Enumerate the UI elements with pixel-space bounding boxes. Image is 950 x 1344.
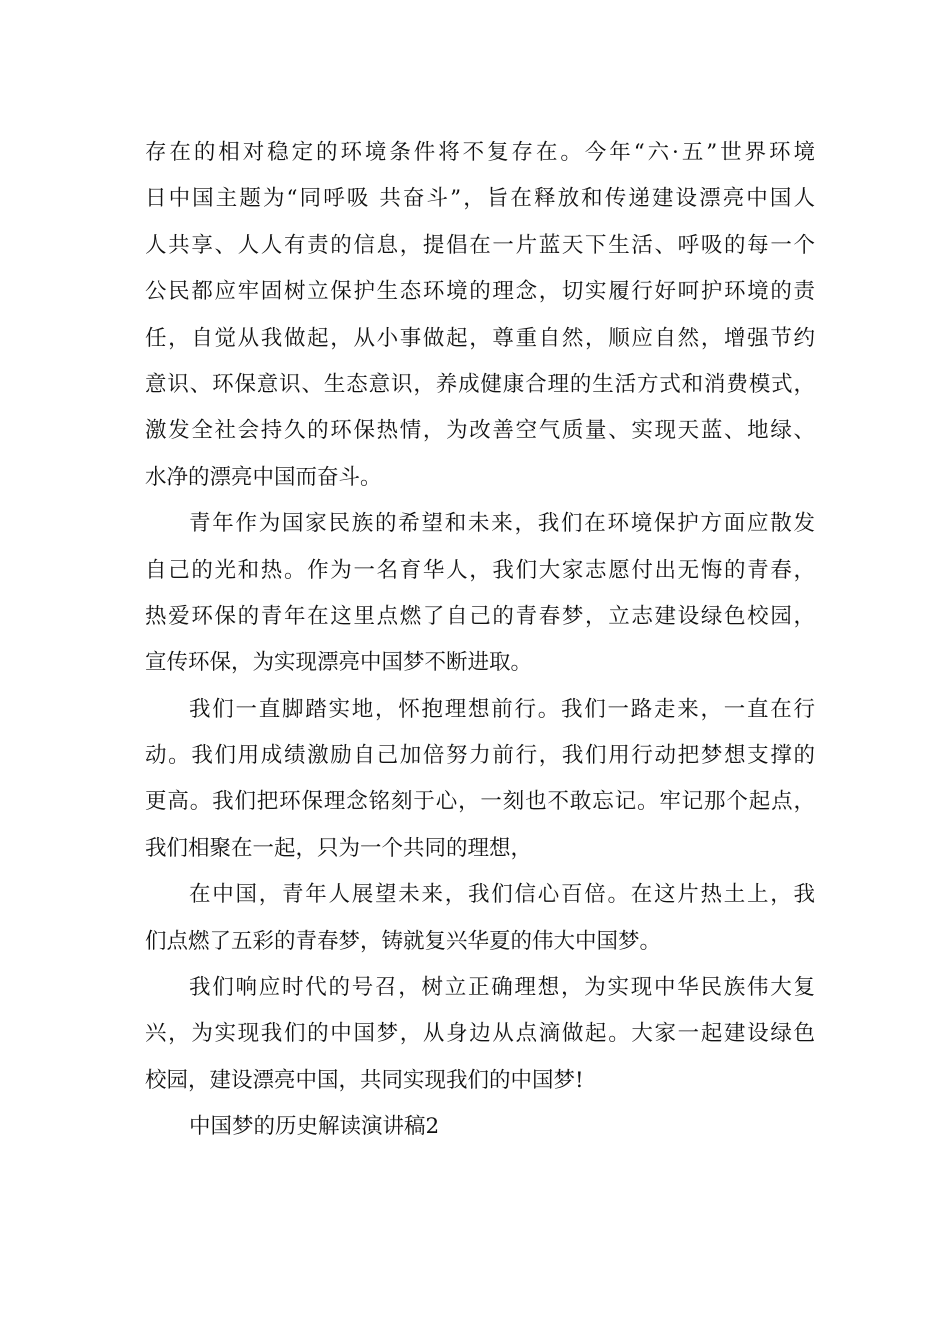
text-line: 公民都应牢固树立保护生态环境的理念，切实履行好呵护环境的责 [145, 279, 815, 305]
text-line: 水净的漂亮中国而奋斗。 [145, 464, 382, 490]
text-line: 校园，建设漂亮中国，共同实现我们的中国梦! [145, 1067, 584, 1093]
text-line: 们点燃了五彩的青春梦，铸就复兴华夏的伟大中国梦。 [145, 928, 662, 954]
text-line: 存在的相对稳定的环境条件将不复存在。今年“六·五”世界环境 [145, 140, 815, 165]
document-body [145, 130, 815, 1151]
text-line: 热爱环保的青年在这里点燃了自己的青春梦，立志建设绿色校园， [145, 603, 815, 629]
paragraph-first-line: 我们响应时代的号召，树立正确理想，为实现中华民族伟大复 [189, 975, 815, 1001]
text-line: 动。我们用成绩激励自己加倍努力前行，我们用行动把梦想支撑的 [145, 743, 815, 769]
paragraph-first-line: 我们一直脚踏实地，怀抱理想前行。我们一路走来，一直在行 [189, 696, 815, 722]
paragraph-first-line: 青年作为国家民族的希望和未来，我们在环境保护方面应散发 [189, 511, 815, 537]
text-line: 日中国主题为“同呼吸 共奋斗”，旨在释放和传递建设漂亮中国人 [145, 186, 815, 212]
text-line: 意识、环保意识、生态意识，养成健康合理的生活方式和消费模式， [145, 371, 815, 397]
text-line: 我们相聚在一起，只为一个共同的理想， [145, 835, 533, 861]
text-line: 人共享、人人有责的信息，提倡在一片蓝天下生活、呼吸的每一个 [145, 232, 815, 258]
section-heading: 中国梦的历史解读演讲稿2 [189, 1114, 440, 1140]
text-line: 自己的光和热。作为一名育华人，我们大家志愿付出无悔的青春， [145, 557, 815, 583]
text-line: 激发全社会持久的环保热情，为改善空气质量、实现天蓝、地绿、 [145, 418, 815, 444]
text-line: 宣传环保，为实现漂亮中国梦不断进取。 [145, 650, 533, 676]
text-line: 更高。我们把环保理念铭刻于心，一刻也不敢忘记。牢记那个起点， [145, 789, 815, 815]
text-line: 兴，为实现我们的中国梦，从身边从点滴做起。大家一起建设绿色 [145, 1021, 815, 1047]
text-line: 任，自觉从我做起，从小事做起，尊重自然，顺应自然，增强节约 [145, 325, 815, 351]
paragraph-first-line: 在中国，青年人展望未来，我们信心百倍。在这片热土上，我 [189, 882, 815, 908]
